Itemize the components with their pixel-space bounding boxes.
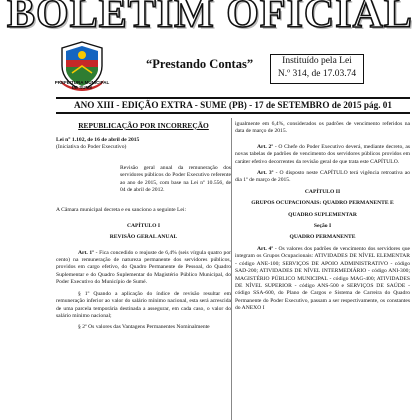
law-box-line1: Instituído pela Lei — [282, 56, 352, 66]
chapter-heading: CAPÍTULO I — [126, 222, 161, 229]
article-1-continuation: igualmente em 6,4%, considerados os padrões de vencimento referidos na data de março de 2015. — [235, 121, 410, 135]
law-box — [270, 54, 364, 84]
chapter-2-heading: CAPÍTULO II — [304, 188, 341, 195]
article-4 — [235, 246, 410, 313]
enacting-clause: A Câmara municipal decreta e eu sanciono a seguinte Lei: — [56, 207, 187, 214]
column-divider — [231, 118, 232, 420]
chapter-2-title: GRUPOS OCUPACIONAIS: QUADRO PERMANENTE E — [251, 200, 394, 207]
section-1-heading: Seção I — [313, 223, 332, 230]
article-2-text: - O Chefe do Poder Executivo deverá, mediante decreto, as novas tabelas de padrões de vencimento dos servidores públicos providos em caráter efetivo decorrentes da revisão geral de que trata este CAPÍTULO. — [235, 143, 410, 165]
law-number: Lei n° 1.102, de 16 de abril de 2015 — [56, 137, 140, 143]
section-1-title: QUADRO PERMANENTE — [289, 234, 356, 241]
header-rule-top — [56, 97, 410, 99]
chapter-2-title-line2: QUADRO SUPLEMENTAR — [288, 211, 357, 218]
law-initiative: (Iniciativa do Poder Executivo) — [56, 144, 127, 151]
law-ementa: Revisão geral anual da remuneração dos servidores públicos do Poder Executivo referente ao ano de 2015, com base na Lei nº 10.556, de 04 de abril de 2012. — [120, 164, 231, 194]
left-column — [56, 121, 231, 420]
header-rule-bottom — [56, 112, 410, 114]
section-title: REPUBLICAÇÃO POR INCORREÇÃO — [78, 121, 209, 130]
article-3 — [235, 170, 410, 185]
crest-caption-line1: PREFEITURA MUNICIPAL — [54, 80, 110, 85]
slogan: “Prestando Contas” — [146, 57, 254, 71]
paragraph-1: § 1º Quando a aplicação do índice de revisão resultar em remuneração inferior ao valor do salário mínimo nacional, esta será acrescida de uma parcela temporária destinada a assegurar, em cada caso, o valor do salário mínimo nacional; — [56, 290, 231, 319]
article-1-label: Art. 1º — [78, 249, 95, 256]
crest-caption — [50, 80, 114, 90]
gazette-masthead: BOLETIM OFICIAL — [7, 0, 413, 37]
chapter-title: REVISÃO GERAL ANUAL — [109, 234, 178, 241]
article-4-label: Art. 4º — [257, 245, 274, 252]
article-3-text: - O disposto neste CAPÍTULO terá vigência retroativa ao dia 1º de março de 2015. — [235, 170, 411, 184]
law-box-line2: N.º 314, de 17.03.74 — [277, 69, 357, 79]
article-4-text: - Os valores dos padrões de vencimento dos servidores que integram os Grupos Ocupacionais: ATIVIDADES DE NÍVEL ELEMENTAR - código ANE-100; SERVIÇOS DE APOIO ADMINISTRATIVO - código SAD-200; ATIVIDADES DE NÍVEL INTERMEDIÁRIO - código ANI-300; MAGISTÉRIO PÚBLICO MUNICIPAL - código MAG-400; ATIVIDADES DE NÍVEL SUPERIOR - código ANS-500 e SERVIÇOS DE SAÚDE - código SSA-600, do Plano de Cargos e Sistema de Carreira do Quadro Permanente do Poder Executivo, passam a ser respectivamente, os constantes do ANEXO I — [235, 245, 410, 312]
paragraph-2: § 2º Os valores das Vantagens Permanentes Nominalmente — [78, 324, 210, 331]
right-column — [235, 121, 410, 420]
crest-caption-line2: DE SUMÉ — [71, 85, 93, 90]
article-1-text: - Fica concedido o reajuste de 6,4% (seis vírgula quatro por cento) na remuneração de natureza permanente dos servidores públicos, providos em cargo efetivo, do Quadro Permanente de Pessoal, do Quadro Suplementar e do Quadro Suplementar do Magistério Público Municipal, do Poder Executivo do Município de Sumé. — [56, 249, 231, 286]
edition-line: ANO XIII - EDIÇÃO EXTRA - SUME (PB) - 17 de SETEMBRO de 2015 pág. 01 — [73, 100, 392, 110]
article-2-label: Art. 2º — [257, 143, 274, 150]
article-2 — [235, 144, 410, 166]
article-3-label: Art. 3º — [257, 170, 274, 177]
article-1 — [56, 250, 231, 287]
